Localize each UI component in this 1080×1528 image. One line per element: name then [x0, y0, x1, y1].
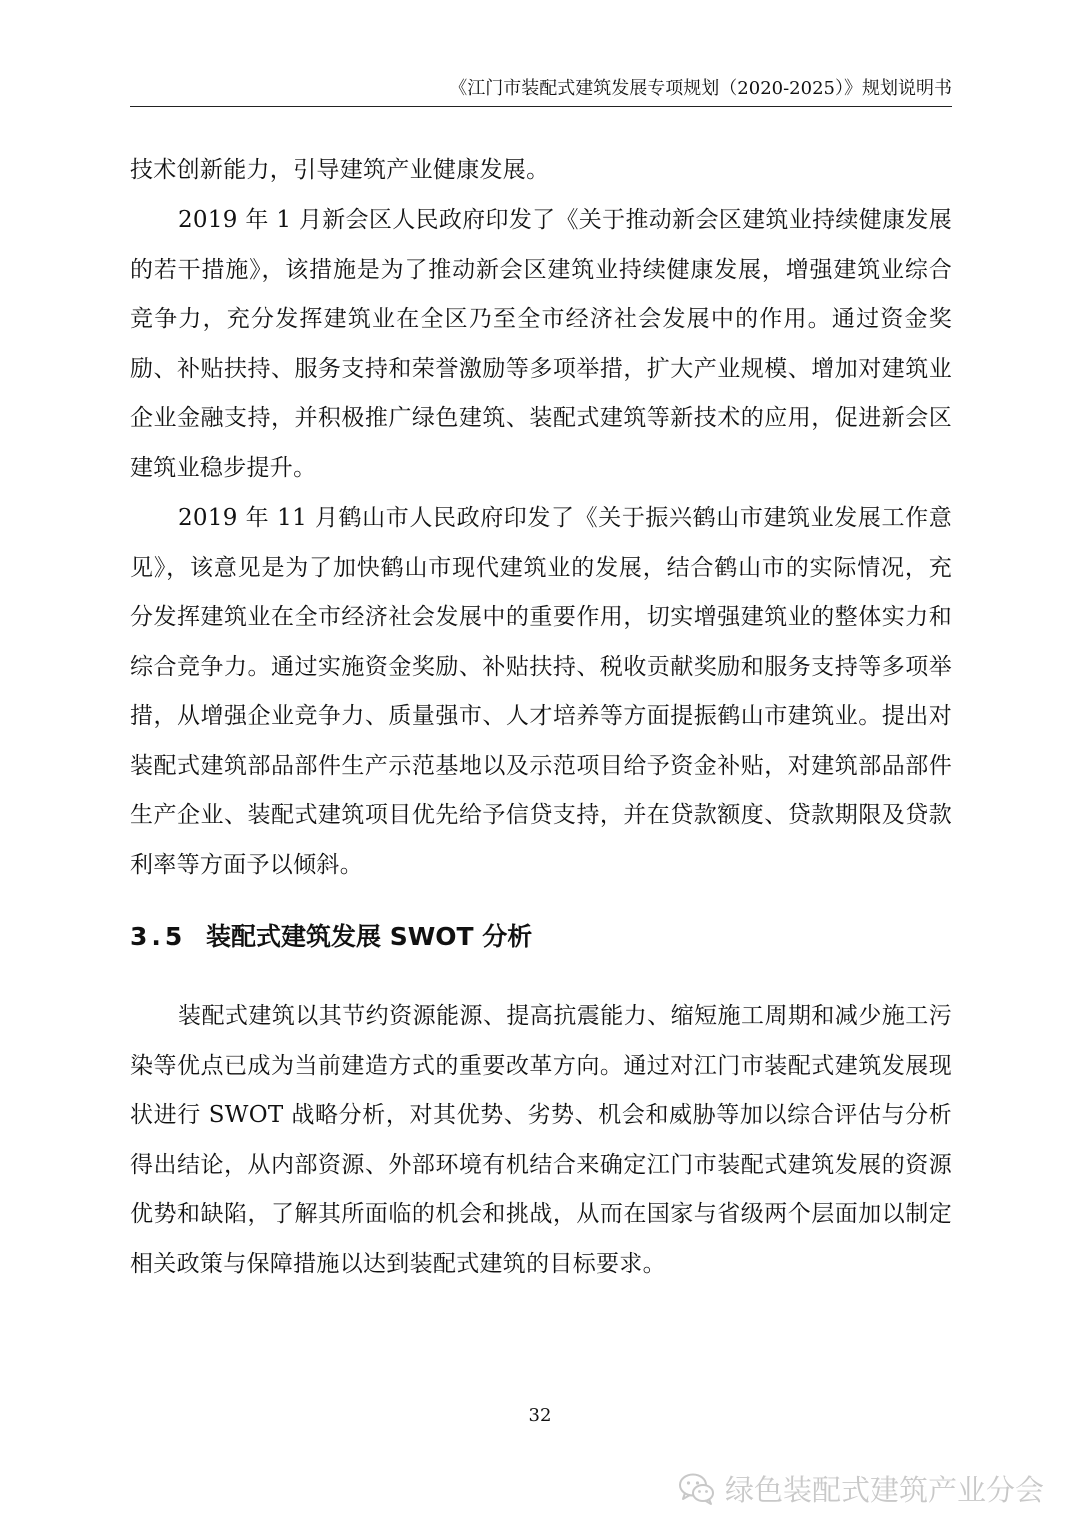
wechat-icon: [677, 1468, 717, 1508]
paragraph-heshan-opinion: 2019 年 11 月鹤山市人民政府印发了《关于振兴鹤山市建筑业发展工作意见》，该意见是为了加快鹤山市现代建筑业的发展，结合鹤山市的实际情况，充分发挥建筑业在全市经济社会发展中的重要作用，切实增强建筑业的整体实力和综合竞争力。通过实施资金奖励、补贴扶持、税收贡献奖励和服务支持等多项举措，从增强企业竞争力、质量强市、人才培养等方面提振鹤山市建筑业。提出对装配式建筑部品部件生产示范基地以及示范项目给予资金补贴，对建筑部品部件生产企业、装配式建筑项目优先给予信贷支持，并在贷款额度、贷款期限及贷款利率等方面予以倾斜。: [130, 505, 952, 878]
page-number: 32: [528, 1405, 552, 1426]
section-title: 装配式建筑发展 SWOT 分析: [206, 922, 533, 951]
header-rule: [130, 106, 952, 107]
paragraph-swot-intro: 装配式建筑以其节约资源能源、提高抗震能力、缩短施工周期和减少施工污染等优点已成为当前建造方式的重要改革方向。通过对江门市装配式建筑发展现状进行 SWOT 战略分析，对其优势、劣势、机会和威胁等加以综合评估与分析得出结论，从内部资源、外部环境有机结合来确定江门市装配式建筑发展的资源优势和缺陷，了解其所面临的机会和挑战，从而在国家与省级两个层面加以制定相关政策与保障措施以达到装配式建筑的目标要求。: [130, 1003, 952, 1277]
watermark: [677, 1466, 1044, 1510]
watermark-text: 绿色装配式建筑产业分会: [724, 1472, 1044, 1507]
paragraph-xinhui-measures: 2019 年 1 月新会区人民政府印发了《关于推动新会区建筑业持续健康发展的若干措施》，该措施是为了推动新会区建筑业持续健康发展，增强建筑业综合竞争力，充分发挥建筑业在全区乃至全市经济社会发展中的作用。通过资金奖励、补贴扶持、服务支持和荣誉激励等多项举措，扩大产业规模、增加对建筑业企业金融支持，并积极推广绿色建筑、装配式建筑等新技术的应用，促进新会区建筑业稳步提升。: [130, 207, 952, 481]
section-heading: [130, 917, 532, 957]
section-number: 3.5: [130, 922, 187, 951]
page-header: [130, 74, 952, 104]
paragraph-continuation: 技术创新能力，引导建筑产业健康发展。: [130, 157, 550, 183]
document-title: 《江门市装配式建筑发展专项规划（2020-2025）》规划说明书: [449, 78, 952, 99]
